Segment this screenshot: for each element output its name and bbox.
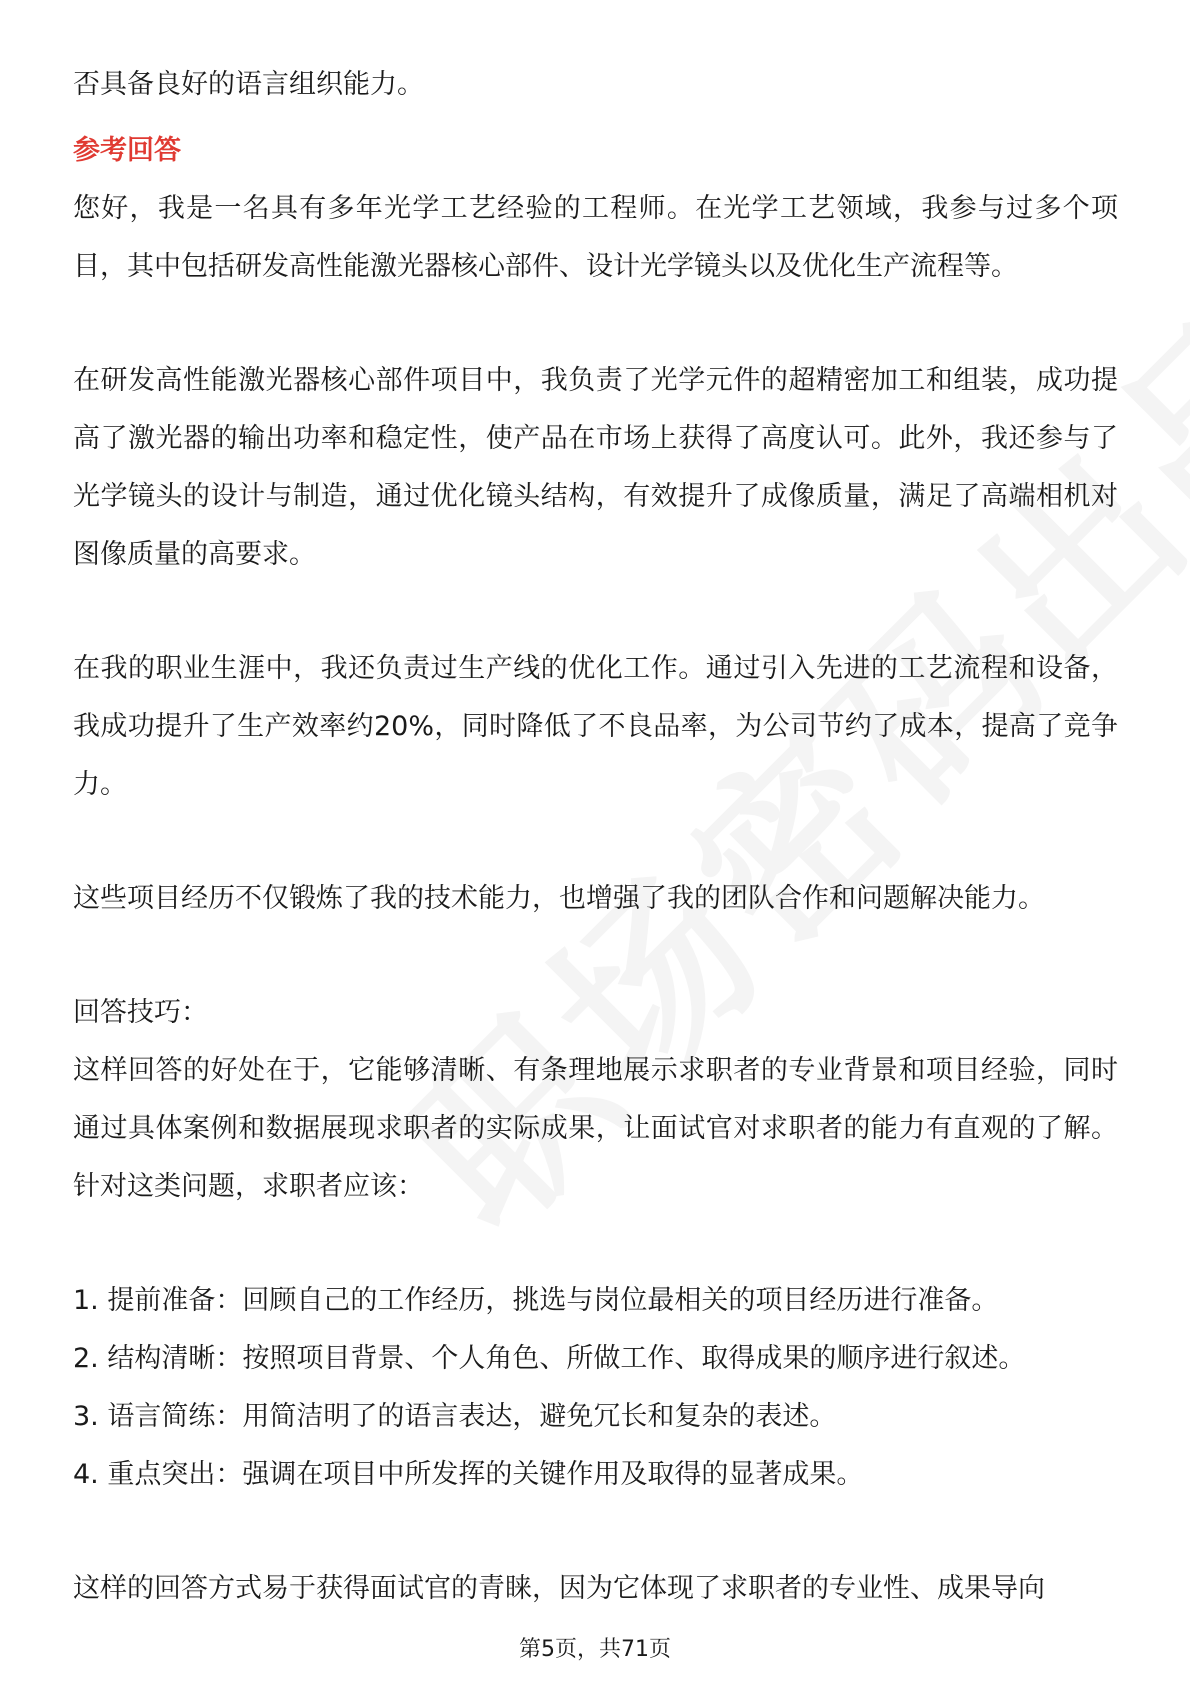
answer-paragraph-1: 您好，我是一名具有多年光学工艺经验的工程师。在光学工艺领域，我参与过多个项目，其中包括研发高性能激光器核心部件、设计光学镜头以及优化生产流程等。 — [73, 193, 1118, 282]
page-number: 第5页，共71页 — [519, 1637, 671, 1662]
answer-heading: 参考回答 — [73, 135, 181, 166]
answer-paragraph-2: 在研发高性能激光器核心部件项目中，我负责了光学元件的超精密加工和组装，成功提高了激光器的输出功率和稳定性，使产品在市场上获得了高度认可。此外，我还参与了光学镜头的设计与制造，通过优化镜头结构，有效提升了成像质量，满足了高端相机对图像质量的高要求。 — [73, 365, 1118, 570]
list-item: 1. 提前准备：回顾自己的工作经历，挑选与岗位最相关的项目经历进行准备。 — [73, 1285, 999, 1316]
tips-intro: 这样回答的好处在于，它能够清晰、有条理地展示求职者的专业背景和项目经验，同时通过具体案例和数据展现求职者的实际成果，让面试官对求职者的能力有直观的了解。针对这类问题，求职者应该： — [73, 1055, 1118, 1202]
list-item: 4. 重点突出：强调在项目中所发挥的关键作用及取得的显著成果。 — [73, 1459, 864, 1490]
tips-list — [73, 1272, 1118, 1504]
answer-paragraph-3: 在我的职业生涯中，我还负责过生产线的优化工作。通过引入先进的工艺流程和设备，我成功提升了生产效率约20%，同时降低了不良品率，为公司节约了成本，提高了竞争力。 — [73, 653, 1118, 800]
list-item: 3. 语言简练：用简洁明了的语言表达，避免冗长和复杂的表述。 — [73, 1401, 837, 1432]
list-item: 2. 结构清晰：按照项目背景、个人角色、所做工作、取得成果的顺序进行叙述。 — [73, 1343, 1026, 1374]
closing-paragraph: 这样的回答方式易于获得面试官的青睐，因为它体现了求职者的专业性、成果导向 — [73, 1573, 1045, 1604]
intro-tail-text: 否具备良好的语言组织能力。 — [73, 69, 424, 100]
document-page — [73, 56, 1118, 1618]
answer-paragraph-4: 这些项目经历不仅锻炼了我的技术能力，也增强了我的团队合作和问题解决能力。 — [73, 883, 1045, 914]
tips-heading: 回答技巧： — [73, 997, 208, 1028]
